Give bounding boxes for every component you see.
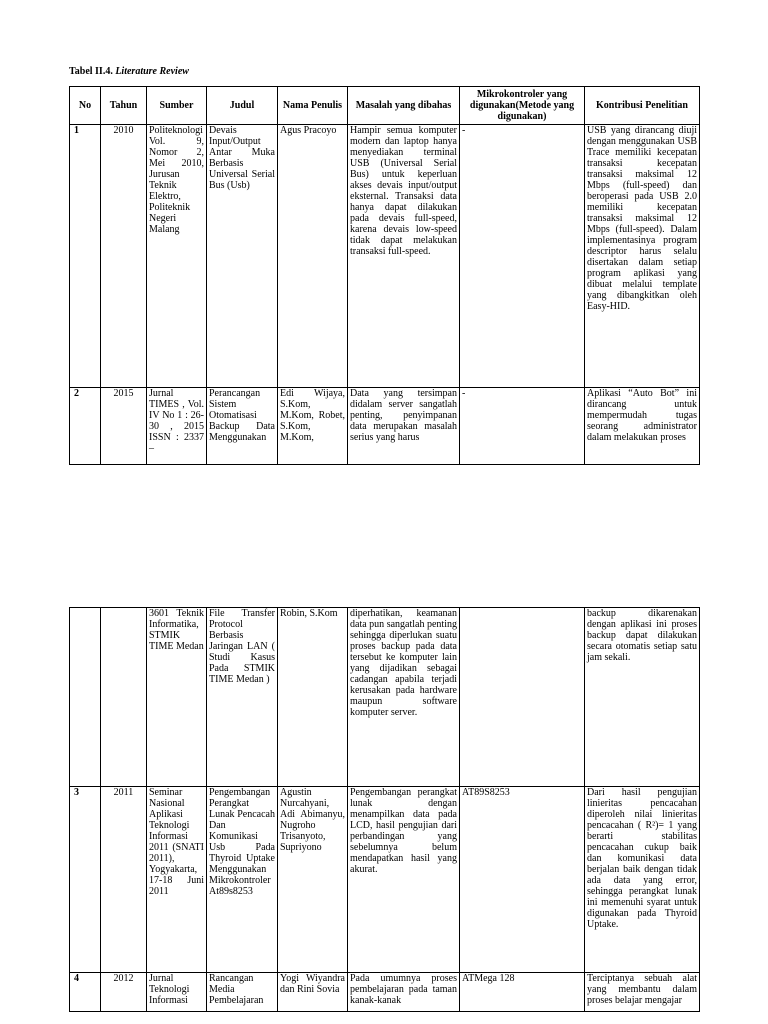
- cell-judul: Perancangan Sistem Otomatisasi Backup Data Menggunakan: [207, 388, 278, 465]
- cell-tahun: 2012: [101, 973, 147, 1012]
- cell-no: 2: [70, 388, 101, 465]
- cell-judul: File Transfer Protocol Berbasis Jaringan LAN ( Studi Kasus Pada STMIK TIME Medan ): [207, 608, 278, 787]
- cell-kontribusi: Dari hasil pengujian linieritas pencacahan diperoleh nilai linieritas pencacahan ( R²)= 1 yang berarti stabilitas pencacahan cukup baik dan komunikasi data berjalan baik dengan tidak ada data yang error, sehingga perangkat lunak ini memenuhi syarat untuk digunakan pada Thyroid Uptake.: [585, 787, 700, 973]
- header-kontribusi: Kontribusi Penelitian: [585, 87, 700, 125]
- table-row: [70, 388, 700, 465]
- caption-prefix: Tabel II.4.: [69, 66, 116, 77]
- cell-tahun: [101, 608, 147, 787]
- header-masalah: Masalah yang dibahas: [348, 87, 460, 125]
- cell-penulis: Edi Wijaya, S.Kom, M.Kom, Robet, S.Kom, M.Kom,: [278, 388, 348, 465]
- cell-kontribusi: Terciptanya sebuah alat yang membantu dalam proses belajar mengajar: [585, 973, 700, 1012]
- cell-sumber: Jurnal Teknologi Informasi: [147, 973, 207, 1012]
- cell-masalah: Pada umumnya proses pembelajaran pada taman kanak-kanak: [348, 973, 460, 1012]
- header-no: No: [70, 87, 101, 125]
- cell-judul: Devais Input/Output Antar Muka Berbasis Universal Serial Bus (Usb): [207, 125, 278, 388]
- cell-penulis: Robin, S.Kom: [278, 608, 348, 787]
- cell-sumber: Seminar Nasional Aplikasi Teknologi Informasi 2011 (SNATI 2011), Yogyakarta, 17-18 Juni 2011: [147, 787, 207, 973]
- cell-judul: Rancangan Media Pembelajaran: [207, 973, 278, 1012]
- header-mikrokontroler: Mikrokontroler yang digunakan(Metode yang digunakan): [460, 87, 585, 125]
- table-header-row: [70, 87, 700, 125]
- cell-kontribusi: USB yang dirancang diuji dengan menggunakan USB Trace memiliki kecepatan transaksi kecepatan transaksi maksimal 12 Mbps (full-speed) dan beroperasi pada USB 2.0 memiliki kecepatan transaksi maksimal 12 Mbps (full-speed). Dalam implementasinya program descriptor harus selalu disertakan dalam setiap program aplikasi yang dibuat melalui template yang dibangkitkan oleh Easy-HID.: [585, 125, 700, 388]
- literature-table-page2: [69, 607, 700, 1012]
- cell-mikrokontroler: -: [460, 388, 585, 465]
- header-penulis: Nama Penulis: [278, 87, 348, 125]
- cell-masalah: Hampir semua komputer modern dan laptop hanya menyediakan terminal USB (Universal Serial Bus) untuk keperluan akses devais input/output eksternal. Transaksi data hanya dapat dilakukan pada devais full-speed, karena devais low-speed tidak dapat melakukan transaksi full-speed.: [348, 125, 460, 388]
- cell-masalah: diperhatikan, keamanan data pun sangatlah penting sehingga diperlukan suatu proses backup pada data tersebut ke komputer lain yang dijadikan sebagai cadangan apabila terjadi kerusakan pada hardware maupun software komputer server.: [348, 608, 460, 787]
- header-judul: Judul: [207, 87, 278, 125]
- cell-kontribusi: backup dikarenakan dengan aplikasi ini proses backup dapat dilakukan secara otomatis setiap satu jam sekali.: [585, 608, 700, 787]
- header-tahun: Tahun: [101, 87, 147, 125]
- cell-mikrokontroler: ATMega 128: [460, 973, 585, 1012]
- table-caption: [69, 66, 189, 77]
- cell-no: [70, 608, 101, 787]
- header-sumber: Sumber: [147, 87, 207, 125]
- cell-mikrokontroler: [460, 608, 585, 787]
- table-row: [70, 973, 700, 1012]
- cell-masalah: Pengembangan perangkat lunak dengan menampilkan data pada LCD, hasil pengujian dari perbandingan yang sebelumnya belum mendapatkan hasil yang akurat.: [348, 787, 460, 973]
- table-row: [70, 787, 700, 973]
- cell-tahun: 2010: [101, 125, 147, 388]
- cell-masalah: Data yang tersimpan didalam server sangatlah penting, penyimpanan data merupakan masalah serius yang harus: [348, 388, 460, 465]
- table-row: [70, 125, 700, 388]
- cell-kontribusi: Aplikasi “Auto Bot” ini dirancang untuk mempermudah tugas seorang administrator dalam melakukan proses: [585, 388, 700, 465]
- table-row: [70, 608, 700, 787]
- cell-no: 3: [70, 787, 101, 973]
- cell-penulis: Yogi Wiyandra dan Rini Sovia: [278, 973, 348, 1012]
- literature-table-page1: [69, 86, 700, 465]
- cell-mikrokontroler: -: [460, 125, 585, 388]
- cell-judul: Pengembangan Perangkat Lunak Pencacah Dan Komunikasi Usb Pada Thyroid Uptake Menggunakan Mikrokontroler At89s8253: [207, 787, 278, 973]
- caption-title: Literature Review: [115, 66, 189, 77]
- cell-tahun: 2011: [101, 787, 147, 973]
- cell-penulis: Agus Pracoyo: [278, 125, 348, 388]
- cell-no: 4: [70, 973, 101, 1012]
- cell-sumber: Politeknologi Vol. 9, Nomor 2, Mei 2010, Jurusan Teknik Elektro, Politeknik Negeri Malang: [147, 125, 207, 388]
- cell-sumber: Jurnal TIMES , Vol. IV No 1 : 26-30 , 2015 ISSN : 2337 –: [147, 388, 207, 465]
- cell-penulis: Agustin Nurcahyani, Adi Abimanyu, Nugroho Trisanyoto, Supriyono: [278, 787, 348, 973]
- cell-sumber: 3601 Teknik Informatika, STMIK TIME Medan: [147, 608, 207, 787]
- cell-mikrokontroler: AT89S8253: [460, 787, 585, 973]
- cell-no: 1: [70, 125, 101, 388]
- cell-tahun: 2015: [101, 388, 147, 465]
